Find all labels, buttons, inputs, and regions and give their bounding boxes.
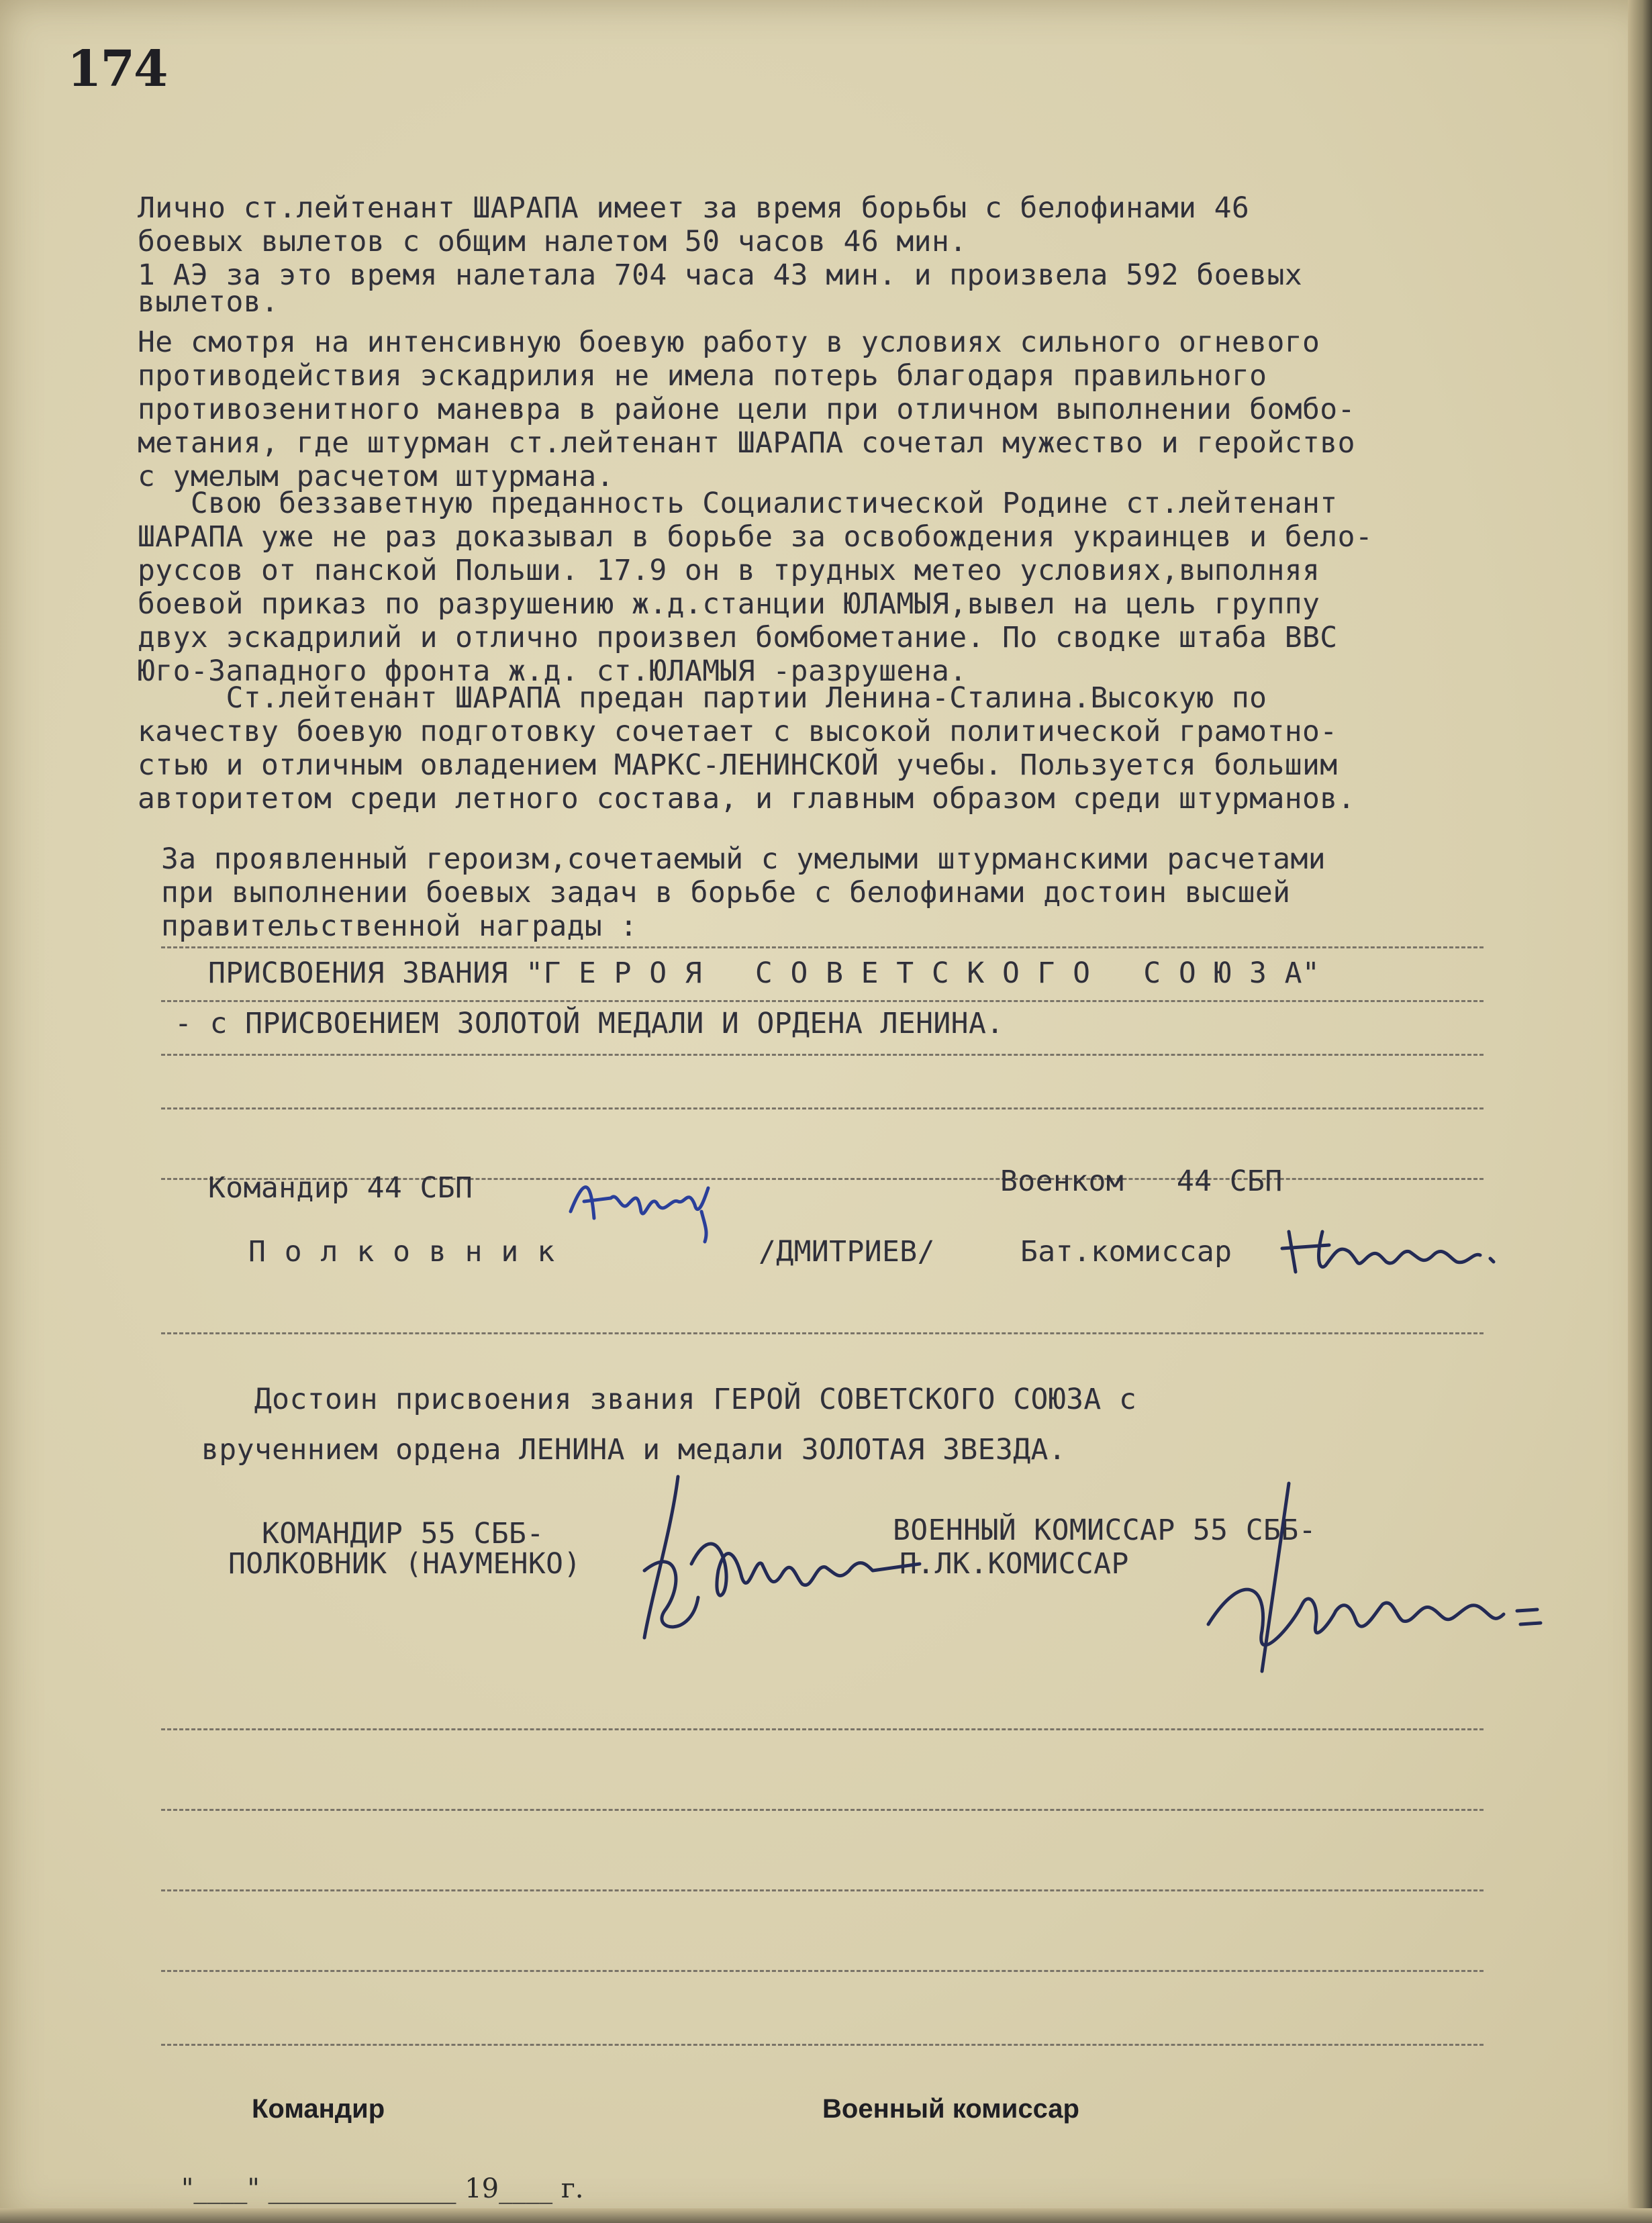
body-line: метания, где штурман ст.лейтенант ШАРАПА сочетал мужество и геройство	[138, 426, 1355, 460]
dotted-rule	[161, 1809, 1484, 1811]
award-title: ПРИСВОЕНИЯ ЗВАНИЯ "Г Е Р О Я С О В Е Т С К О Г О С О Ю З А"	[208, 956, 1320, 990]
body-line: Юго-Западного фронта ж.д. ст.ЮЛАМЫЯ -разрушена.	[138, 654, 967, 688]
body-line: ШАРАПА уже не раз доказывал в борьбе за освобождения украинцев и бело-	[138, 520, 1373, 554]
footer-commander-label: Командир	[252, 2094, 385, 2124]
voenkom-44-title: Военком 44 СБП	[1000, 1165, 1283, 1198]
dotted-rule	[161, 1054, 1484, 1056]
endorsement-line: Достоин присвоения звания ГЕРОЙ СОВЕТСКОГО СОЮЗА с	[201, 1383, 1137, 1416]
body-line: Не смотря на интенсивную боевую работу в условиях сильного огневого	[138, 326, 1320, 359]
page-edge-right	[1628, 0, 1652, 2223]
commander-44-rank: П о л к о в н и к	[248, 1235, 556, 1269]
conclusion-line: правительственной награды :	[161, 909, 638, 943]
body-line: авторитетом среди летного состава, и главным образом среди штурманов.	[138, 782, 1355, 816]
conclusion-line: при выполнении боевых задач в борьбе с белофинами достоин высшей	[161, 876, 1291, 909]
commander-44-title: Командир 44 СБП	[208, 1171, 473, 1205]
footer-commissar-label: Военный комиссар	[822, 2094, 1079, 2124]
body-line: противодействия эскадрилия не имела потерь благодаря правильного	[138, 359, 1267, 393]
body-line: вылетов.	[138, 285, 279, 319]
page-edge-bottom	[0, 2208, 1652, 2223]
dotted-rule	[161, 1889, 1484, 1891]
dotted-rule	[161, 1000, 1484, 1002]
body-line: Лично ст.лейтенант ШАРАПА имеет за время борьбы с белофинами 46	[138, 191, 1250, 225]
commissar-55-rank: П.ЛК.КОМИССАР	[900, 1547, 1129, 1581]
award-subtitle: - с ПРИСВОЕНИЕМ ЗОЛОТОЙ МЕДАЛИ И ОРДЕНА ЛЕНИНА.	[175, 1007, 1004, 1040]
commander-55-title: КОМАНДИР 55 СББ-	[262, 1517, 544, 1550]
commander-44-name: /ДМИТРИЕВ/	[759, 1235, 935, 1269]
conclusion-line: За проявленный героизм,сочетаемый с умелыми штурманскими расчетами	[161, 842, 1326, 876]
body-line: с умелым расчетом штурмана.	[138, 460, 614, 493]
dotted-rule	[161, 946, 1484, 948]
endorsement-line: врученнием ордена ЛЕНИНА и медали ЗОЛОТАЯ ЗВЕЗДА.	[201, 1433, 1067, 1467]
dotted-rule	[161, 1728, 1484, 1730]
body-line: руссов от панской Польши. 17.9 он в трудных метео условиях,выполняя	[138, 554, 1320, 587]
body-line: двух эскадрилий и отлично произвел бомбометание. По сводке штаба ВВС	[138, 621, 1338, 654]
body-line: стью и отличным овладением МАРКС-ЛЕНИНСКОЙ учебы. Пользуется большим	[138, 748, 1338, 782]
commissar-44-rank: Бат.комиссар	[1020, 1235, 1232, 1269]
dotted-rule	[161, 1107, 1484, 1109]
body-line: Свою беззаветную преданность Социалистической Родине ст.лейтенант	[138, 487, 1338, 520]
body-line: боевой приказ по разрушению ж.д.станции ЮЛАМЫЯ,вывел на цель группу	[138, 587, 1320, 621]
dotted-rule	[161, 1332, 1484, 1334]
commissar-55-signature	[1188, 1470, 1564, 1691]
body-line: качеству боевую подготовку сочетает с высокой политической грамотно-	[138, 715, 1338, 748]
body-line: 1 АЭ за это время налетала 704 часа 43 мин. и произвела 592 боевых	[138, 258, 1303, 292]
naumenko-signature	[624, 1463, 933, 1658]
body-line: Ст.лейтенант ШАРАПА предан партии Ленина-Сталина.Высокую по	[138, 681, 1267, 715]
footer-date-line: "____" ______________ 19____ г.	[181, 2173, 584, 2204]
body-line: противозенитного маневра в районе цели при отличном выполнении бомбо-	[138, 393, 1355, 426]
commander-55-rank-name: ПОЛКОВНИК (НАУМЕНКО)	[228, 1547, 581, 1581]
body-line: боевых вылетов с общим налетом 50 часов 46 мин.	[138, 225, 967, 258]
dotted-rule	[161, 2044, 1484, 2046]
dmitriev-signature	[564, 1165, 732, 1245]
dotted-rule	[161, 1970, 1484, 1972]
commissar-44-signature	[1275, 1205, 1517, 1292]
commissar-55-title: ВОЕННЫЙ КОМИССАР 55 СББ-	[893, 1514, 1316, 1547]
page-number: 174	[67, 40, 167, 98]
